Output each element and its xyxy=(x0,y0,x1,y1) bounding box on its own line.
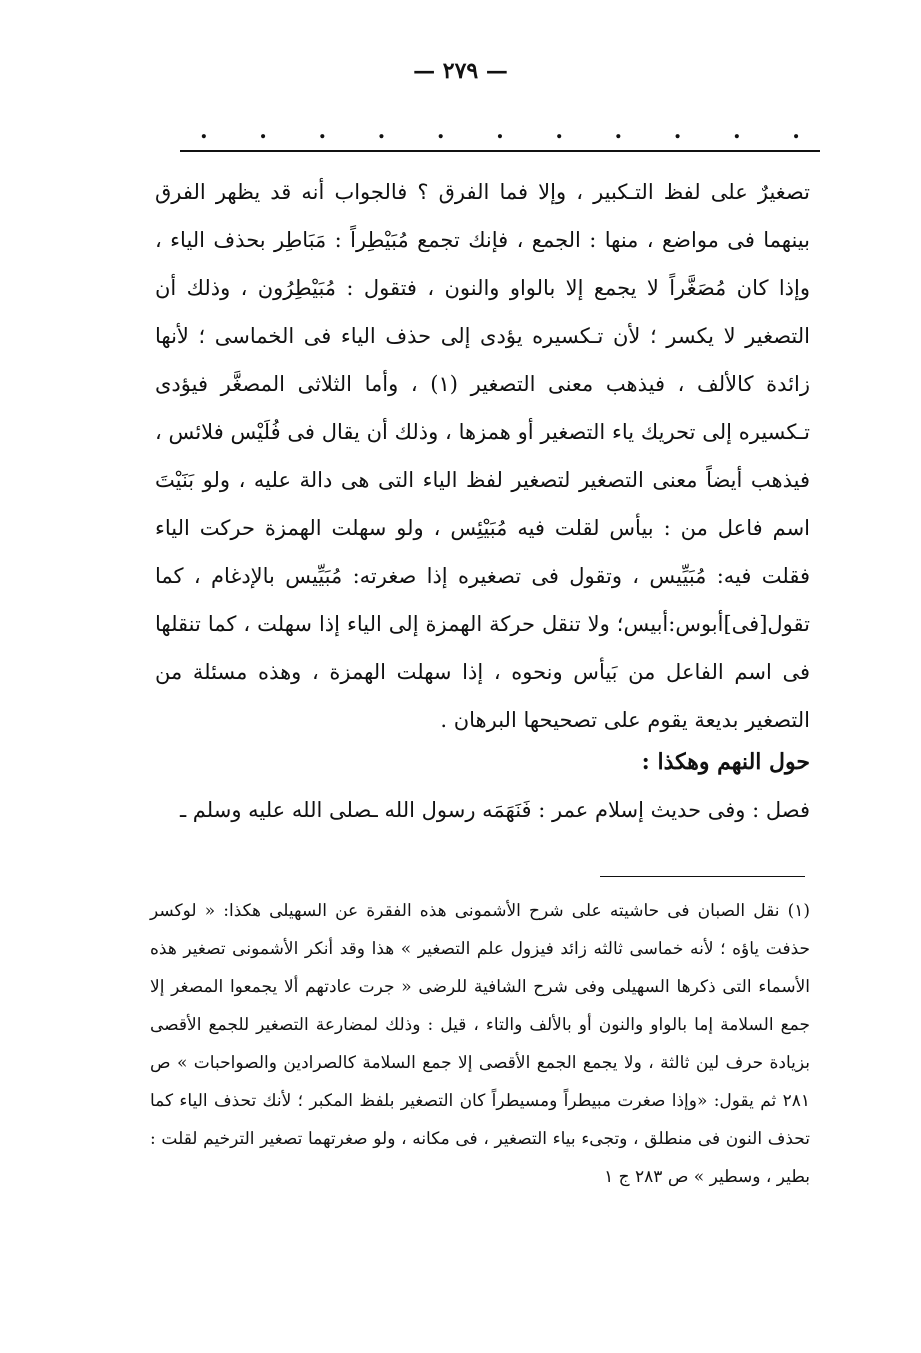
footnote-rule xyxy=(600,876,805,877)
dot: . xyxy=(436,118,445,144)
footnote-text: (١) نقل الصبان فى حاشيته على شرح الأشمونى هذه الفقرة عن السهيلى هكذا: « لوكسر حذفت ياؤه ؛ لأنه خماسى ثالثه زائد فيزول علم التصغير » هذا وقد أنكر الأشمونى تصغير هذه الأسماء التى ذكرها السهيلى وفى شرح الشافية للرضى « جرت عادتهم ألا يجمعوا المصغر إلا جمع السلامة إما بالواو والنون أو بالألف والتاء ، قيل : وذلك لمضارعة التصغير للجمع الأقصى بزيادة حرف لين ثالثة ، ولا يجمع الجمع الأقصى إلا جمع السلامة كالصرادين والصواحبات » ص ٢٨١ ثم يقول: «وإذا صغرت مبيطراً ومسيطراً كان التصغير بلفظ المكبر ؛ لأنك تحذف الياء كما تحذف النون فى منطلق ، وتجىء بياء التصغير ، فى مكانه ، ولو صغرتهما تصغير الترخيم لقلت : بطير ، وسطير » ص ٢٨٣ ج ١ xyxy=(150,901,810,1187)
section-heading: حول النهم وهكذا : xyxy=(641,749,810,775)
dot: . xyxy=(200,118,208,144)
header-rule xyxy=(180,150,820,152)
dot: . xyxy=(673,118,682,144)
dot: . xyxy=(318,118,327,144)
section-first-line: فصل : وفى حديث إسلام عمر : فَنَهَمَه رسول الله ـصلى الله عليه وسلم ـ xyxy=(179,798,810,822)
dot: . xyxy=(732,118,741,144)
dot: . xyxy=(614,118,623,144)
main-paragraph: تصغيرٌ على لفظ التـكبير ، وإلا فما الفرق ؟ فالجواب أنه قد يظهر الفرق بينهما فى مواضع ، منها : الجمع ، فإنك تجمع مُبَيْطِراً : مَبَاطِر بحذف الياء ، وإذا كان مُصَغَّراً لا يجمع إلا بالواو والنون ، فتقول : مُبَيْطِرُون ، وذلك أن التصغير لا يكسر ؛ لأن تـكسيره يؤدى إلى حذف الياء فى الخماسى ؛ لأنها زائدة كالألف ، فيذهب معنى التصغير (١) ، وأما الثلاثى المصغَّر فيؤدى تـكسيره إلى تحريك ياء التصغير أو همزها ، وذلك أن يقال فى فُلَيْس فلائس ، فيذهب أيضاً معنى التصغير لتصغير لفظ الياء التى هى دالة عليه ، ولو بَنَيْتَ اسم فاعل من : بيأس لقلت فيه مُبَيْئِس ، ولو سهلت الهمزة حركت الياء فقلت فيه: مُبَيِّيس ، وتقول فى تصغيره إذا صغرته: مُبَيِّيس بالإدغام ، كما تقول[فى]أبوس:أبيس؛ ولا تنقل حركة الهمزة إلى الياء إذا سهلت ، كما تنقلها فى اسم الفاعل من بَيأس ونحوه ، إذا سهلت الهمزة ، وهذه مسئلة من التصغير بديعة يقوم على تصحيحها البرهان . xyxy=(155,180,811,732)
dot: . xyxy=(555,118,563,144)
main-text xyxy=(155,168,810,744)
dot: . xyxy=(496,118,504,144)
footnote xyxy=(150,892,810,1196)
dot: . xyxy=(792,118,800,144)
page-number: — ٢٧٩ — xyxy=(413,58,508,84)
decorative-dots xyxy=(200,118,800,144)
dot: . xyxy=(377,118,386,144)
dot: . xyxy=(259,118,267,144)
